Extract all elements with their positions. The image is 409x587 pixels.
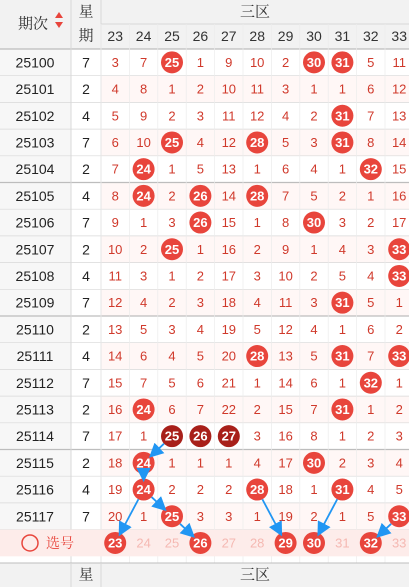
winning-ball-number: 31 bbox=[335, 482, 350, 498]
omission-value: 9 bbox=[281, 241, 290, 257]
issue-number: 25101 bbox=[15, 81, 55, 98]
omission-value: 22 bbox=[221, 401, 237, 417]
column-header: 33 bbox=[391, 28, 407, 44]
column-header: 30 bbox=[306, 28, 322, 44]
omission-value: 5 bbox=[281, 134, 290, 150]
omission-value: 10 bbox=[107, 241, 123, 257]
omission-value: 3 bbox=[196, 108, 205, 124]
winning-ball-number: 28 bbox=[249, 134, 265, 150]
omission-value: 14 bbox=[278, 375, 293, 391]
weekday-value: 7 bbox=[82, 294, 90, 311]
omission-value: 1 bbox=[395, 295, 403, 311]
issue-number: 25109 bbox=[15, 294, 55, 311]
omission-value: 4 bbox=[310, 321, 318, 337]
omission-value: 1 bbox=[196, 455, 205, 471]
selectable-number[interactable]: 33 bbox=[391, 535, 407, 551]
weekday-value: 7 bbox=[82, 374, 90, 391]
omission-value: 1 bbox=[338, 161, 347, 177]
omission-value: 5 bbox=[310, 348, 318, 364]
omission-value: 1 bbox=[253, 375, 261, 391]
omission-value: 4 bbox=[253, 295, 261, 311]
issue-number: 25112 bbox=[16, 374, 54, 391]
omission-value: 12 bbox=[278, 321, 293, 337]
omission-value: 2 bbox=[168, 188, 176, 204]
omission-value: 4 bbox=[139, 295, 148, 311]
omission-value: 6 bbox=[111, 134, 119, 150]
selectable-number[interactable]: 24 bbox=[136, 535, 151, 551]
issue-number: 25114 bbox=[16, 428, 54, 445]
omission-value: 5 bbox=[367, 508, 375, 524]
issue-number: 25108 bbox=[15, 267, 55, 284]
omission-value: 1 bbox=[338, 81, 347, 97]
winning-ball-number: 25 bbox=[164, 508, 180, 524]
winning-ball-number: 26 bbox=[193, 188, 208, 204]
winning-ball-number: 32 bbox=[363, 375, 379, 391]
column-header: 29 bbox=[277, 28, 294, 44]
omission-value: 17 bbox=[107, 428, 123, 444]
omission-value: 2 bbox=[253, 241, 261, 257]
omission-value: 1 bbox=[253, 508, 261, 524]
issue-number: 25113 bbox=[16, 401, 54, 418]
omission-value: 21 bbox=[221, 375, 237, 391]
omission-value: 2 bbox=[225, 482, 233, 498]
omission-value: 18 bbox=[107, 455, 123, 471]
omission-value: 11 bbox=[250, 81, 264, 97]
omission-value: 4 bbox=[338, 241, 347, 257]
omission-value: 2 bbox=[196, 482, 205, 498]
selected-number[interactable]: 26 bbox=[193, 535, 208, 551]
winning-ball-number: 24 bbox=[136, 188, 151, 204]
omission-value: 7 bbox=[367, 348, 375, 364]
selectable-number[interactable]: 25 bbox=[164, 535, 180, 551]
omission-value: 3 bbox=[253, 428, 261, 444]
issue-header[interactable]: 期次 bbox=[17, 15, 49, 33]
omission-value: 16 bbox=[107, 401, 123, 417]
winning-ball-number: 31 bbox=[335, 108, 350, 124]
omission-value: 1 bbox=[196, 54, 205, 70]
winning-ball-number: 33 bbox=[391, 508, 407, 524]
winning-ball-number: 31 bbox=[335, 134, 350, 150]
omission-value: 7 bbox=[310, 401, 318, 417]
winning-ball-number: 30 bbox=[306, 455, 322, 471]
omission-value: 14 bbox=[221, 188, 237, 204]
winning-ball-number: 28 bbox=[249, 348, 265, 364]
winning-ball-number: 27 bbox=[221, 428, 237, 444]
week-header-top: 星 bbox=[78, 3, 94, 21]
issue-number: 25104 bbox=[15, 161, 55, 178]
omission-value: 4 bbox=[367, 482, 375, 498]
omission-value: 11 bbox=[222, 108, 236, 124]
zone-header: 三区 bbox=[239, 3, 271, 21]
omission-value: 5 bbox=[196, 161, 205, 177]
omission-value: 6 bbox=[139, 348, 148, 364]
omission-value: 3 bbox=[395, 428, 403, 444]
winning-ball-number: 25 bbox=[164, 428, 180, 444]
winning-ball-number: 32 bbox=[363, 161, 379, 177]
omission-value: 10 bbox=[221, 81, 237, 97]
omission-value: 2 bbox=[168, 108, 176, 124]
omission-value: 6 bbox=[281, 161, 290, 177]
omission-value: 2 bbox=[310, 508, 318, 524]
omission-value: 1 bbox=[253, 215, 261, 231]
omission-value: 5 bbox=[367, 295, 375, 311]
omission-value: 12 bbox=[221, 134, 237, 150]
omission-value: 5 bbox=[196, 348, 205, 364]
week-header-bottom: 期 bbox=[78, 27, 94, 45]
omission-value: 10 bbox=[249, 54, 265, 70]
omission-value: 5 bbox=[367, 54, 375, 70]
omission-value: 9 bbox=[111, 215, 119, 231]
omission-value: 6 bbox=[367, 321, 375, 337]
omission-value: 1 bbox=[338, 321, 347, 337]
weekday-value: 7 bbox=[82, 54, 90, 71]
omission-value: 9 bbox=[139, 108, 148, 124]
omission-value: 1 bbox=[338, 375, 347, 391]
omission-value: 14 bbox=[107, 348, 123, 364]
weekday-value: 4 bbox=[82, 187, 90, 204]
omission-value: 1 bbox=[139, 428, 148, 444]
omission-value: 20 bbox=[107, 508, 123, 524]
omission-value: 17 bbox=[391, 215, 407, 231]
issue-number: 25106 bbox=[15, 214, 55, 231]
omission-value: 3 bbox=[196, 508, 205, 524]
omission-value: 11 bbox=[108, 268, 122, 284]
omission-value: 1 bbox=[139, 215, 148, 231]
omission-value: 2 bbox=[310, 108, 318, 124]
omission-value: 4 bbox=[281, 108, 290, 124]
weekday-value: 2 bbox=[82, 321, 90, 338]
omission-value: 1 bbox=[338, 508, 347, 524]
winning-ball-number: 24 bbox=[136, 482, 151, 498]
omission-value: 19 bbox=[221, 321, 237, 337]
winning-ball-number: 26 bbox=[193, 428, 208, 444]
omission-value: 17 bbox=[278, 455, 293, 471]
omission-value: 2 bbox=[367, 215, 375, 231]
omission-value: 4 bbox=[253, 455, 261, 471]
issue-number: 25111 bbox=[16, 348, 54, 365]
omission-value: 2 bbox=[395, 401, 403, 417]
column-header: 32 bbox=[363, 28, 379, 44]
omission-value: 8 bbox=[139, 81, 148, 97]
omission-value: 5 bbox=[338, 268, 347, 284]
omission-value: 2 bbox=[196, 268, 205, 284]
omission-value: 3 bbox=[281, 81, 290, 97]
issue-number: 25115 bbox=[16, 454, 54, 471]
selected-number[interactable]: 23 bbox=[107, 535, 123, 551]
omission-value: 2 bbox=[281, 54, 290, 70]
omission-value: 15 bbox=[278, 401, 293, 417]
omission-value: 5 bbox=[168, 375, 176, 391]
omission-value: 3 bbox=[139, 268, 148, 284]
omission-value: 2 bbox=[367, 428, 375, 444]
column-header: 25 bbox=[164, 28, 180, 44]
omission-value: 3 bbox=[367, 241, 375, 257]
issue-number: 25116 bbox=[16, 481, 54, 498]
omission-value: 1 bbox=[310, 81, 318, 97]
omission-value: 7 bbox=[196, 401, 205, 417]
omission-value: 10 bbox=[278, 268, 293, 284]
omission-value: 2 bbox=[338, 188, 347, 204]
omission-value: 4 bbox=[395, 455, 403, 471]
weekday-value: 4 bbox=[82, 267, 90, 284]
omission-value: 6 bbox=[367, 81, 375, 97]
omission-value: 3 bbox=[168, 215, 176, 231]
footer-week-label: 星 bbox=[78, 566, 94, 584]
winning-ball-number: 31 bbox=[335, 295, 350, 311]
omission-value: 7 bbox=[111, 161, 119, 177]
omission-value: 4 bbox=[196, 134, 205, 150]
omission-value: 1 bbox=[168, 81, 176, 97]
column-header: 31 bbox=[334, 28, 351, 44]
omission-value: 6 bbox=[196, 375, 205, 391]
omission-value: 16 bbox=[221, 241, 237, 257]
omission-value: 4 bbox=[168, 348, 176, 364]
selectable-number[interactable]: 31 bbox=[335, 535, 350, 551]
omission-value: 4 bbox=[367, 268, 375, 284]
weekday-value: 7 bbox=[82, 134, 90, 151]
omission-value: 3 bbox=[196, 295, 205, 311]
omission-value: 5 bbox=[111, 108, 119, 124]
omission-value: 5 bbox=[310, 188, 318, 204]
omission-value: 1 bbox=[168, 455, 176, 471]
omission-value: 6 bbox=[168, 401, 176, 417]
omission-value: 11 bbox=[392, 54, 406, 70]
omission-value: 8 bbox=[310, 428, 318, 444]
omission-value: 15 bbox=[221, 215, 237, 231]
omission-value: 2 bbox=[168, 295, 176, 311]
omission-value: 8 bbox=[111, 188, 119, 204]
omission-value: 12 bbox=[107, 295, 123, 311]
winning-ball-number: 33 bbox=[391, 241, 407, 257]
column-header: 24 bbox=[135, 28, 152, 44]
omission-value: 3 bbox=[310, 295, 318, 311]
winning-ball-number: 24 bbox=[136, 455, 151, 471]
omission-value: 7 bbox=[281, 188, 290, 204]
omission-value: 5 bbox=[139, 321, 148, 337]
omission-value: 10 bbox=[136, 134, 151, 150]
omission-value: 7 bbox=[139, 375, 148, 391]
omission-value: 3 bbox=[367, 455, 375, 471]
issue-number: 25105 bbox=[15, 187, 55, 204]
omission-value: 15 bbox=[107, 375, 123, 391]
select-label[interactable]: 选号 bbox=[46, 534, 74, 551]
issue-number: 25100 bbox=[15, 54, 55, 71]
winning-ball-number: 33 bbox=[391, 348, 407, 364]
winning-ball-number: 28 bbox=[249, 188, 265, 204]
issue-number: 25103 bbox=[15, 134, 55, 151]
omission-value: 1 bbox=[310, 482, 318, 498]
omission-value: 16 bbox=[278, 428, 293, 444]
selected-number[interactable]: 30 bbox=[306, 535, 322, 551]
weekday-value: 4 bbox=[82, 481, 90, 498]
omission-value: 1 bbox=[338, 428, 347, 444]
omission-value: 3 bbox=[253, 268, 261, 284]
column-header: 27 bbox=[221, 28, 237, 44]
omission-value: 1 bbox=[225, 455, 233, 471]
footer-zone-label: 三区 bbox=[239, 566, 271, 584]
issue-number: 25110 bbox=[16, 321, 54, 338]
omission-value: 12 bbox=[249, 108, 265, 124]
omission-value: 4 bbox=[196, 321, 205, 337]
winning-ball-number: 26 bbox=[193, 215, 208, 231]
omission-value: 1 bbox=[367, 401, 375, 417]
weekday-value: 7 bbox=[82, 428, 90, 445]
omission-value: 19 bbox=[278, 508, 293, 524]
omission-value: 6 bbox=[310, 375, 318, 391]
omission-value: 15 bbox=[391, 161, 407, 177]
omission-value: 4 bbox=[310, 161, 318, 177]
omission-value: 1 bbox=[196, 241, 205, 257]
winning-ball-number: 25 bbox=[164, 241, 180, 257]
omission-value: 4 bbox=[111, 81, 119, 97]
weekday-value: 4 bbox=[82, 348, 90, 365]
weekday-value: 7 bbox=[82, 214, 90, 231]
omission-value: 17 bbox=[221, 268, 237, 284]
omission-value: 1 bbox=[367, 188, 375, 204]
omission-value: 3 bbox=[338, 215, 347, 231]
omission-value: 12 bbox=[391, 81, 407, 97]
omission-value: 9 bbox=[225, 54, 233, 70]
issue-number: 25107 bbox=[15, 241, 55, 258]
winning-ball-number: 24 bbox=[136, 401, 151, 417]
winning-ball-number: 25 bbox=[164, 134, 180, 150]
weekday-value: 2 bbox=[82, 401, 90, 418]
omission-value: 8 bbox=[281, 215, 290, 231]
column-header: 23 bbox=[107, 28, 123, 44]
omission-value: 2 bbox=[253, 401, 261, 417]
omission-value: 1 bbox=[139, 508, 148, 524]
footer-bar bbox=[0, 563, 409, 587]
winning-ball-number: 28 bbox=[249, 482, 265, 498]
omission-value: 7 bbox=[139, 54, 148, 70]
issue-number: 25102 bbox=[15, 107, 55, 124]
omission-value: 1 bbox=[310, 241, 318, 257]
winning-ball-number: 25 bbox=[164, 54, 180, 70]
winning-ball-number: 31 bbox=[335, 54, 350, 70]
winning-ball-number: 33 bbox=[391, 268, 407, 284]
omission-value: 3 bbox=[310, 134, 318, 150]
omission-value: 11 bbox=[278, 295, 293, 311]
omission-value: 2 bbox=[310, 268, 318, 284]
omission-value: 5 bbox=[395, 482, 403, 498]
omission-value: 3 bbox=[168, 321, 176, 337]
omission-value: 1 bbox=[395, 375, 403, 391]
omission-value: 2 bbox=[338, 455, 347, 471]
winning-ball-number: 24 bbox=[136, 161, 151, 177]
omission-value: 3 bbox=[225, 508, 233, 524]
omission-value: 1 bbox=[168, 161, 176, 177]
column-header: 26 bbox=[192, 28, 209, 44]
omission-value: 2 bbox=[395, 321, 403, 337]
weekday-value: 2 bbox=[82, 161, 90, 178]
omission-value: 13 bbox=[278, 348, 293, 364]
column-header: 28 bbox=[249, 28, 265, 44]
omission-value: 13 bbox=[107, 321, 123, 337]
omission-value: 13 bbox=[391, 108, 407, 124]
omission-value: 2 bbox=[139, 241, 148, 257]
omission-value: 3 bbox=[111, 54, 119, 70]
omission-value: 16 bbox=[391, 188, 407, 204]
omission-value: 18 bbox=[221, 295, 237, 311]
omission-value: 19 bbox=[107, 482, 123, 498]
omission-value: 14 bbox=[391, 134, 407, 150]
weekday-value: 4 bbox=[82, 107, 90, 124]
omission-value: 1 bbox=[168, 268, 176, 284]
omission-value: 18 bbox=[278, 482, 293, 498]
winning-ball-number: 30 bbox=[306, 54, 322, 70]
omission-value: 20 bbox=[221, 348, 237, 364]
issue-number: 25117 bbox=[16, 508, 54, 525]
selectable-number[interactable]: 28 bbox=[249, 535, 265, 551]
omission-value: 2 bbox=[196, 81, 205, 97]
selectable-number[interactable]: 27 bbox=[221, 535, 237, 551]
omission-value: 1 bbox=[253, 161, 261, 177]
winning-ball-number: 31 bbox=[335, 348, 350, 364]
omission-value: 7 bbox=[367, 108, 375, 124]
weekday-value: 7 bbox=[82, 508, 90, 525]
winning-ball-number: 31 bbox=[335, 401, 350, 417]
omission-value: 8 bbox=[367, 134, 375, 150]
omission-value: 2 bbox=[168, 482, 176, 498]
weekday-value: 2 bbox=[82, 81, 90, 98]
omission-value: 5 bbox=[253, 321, 261, 337]
winning-ball-number: 30 bbox=[306, 215, 322, 231]
omission-value: 13 bbox=[221, 161, 237, 177]
weekday-value: 2 bbox=[82, 241, 90, 258]
selected-number[interactable]: 29 bbox=[278, 535, 293, 551]
weekday-value: 2 bbox=[82, 454, 90, 471]
selected-number[interactable]: 32 bbox=[363, 535, 379, 551]
